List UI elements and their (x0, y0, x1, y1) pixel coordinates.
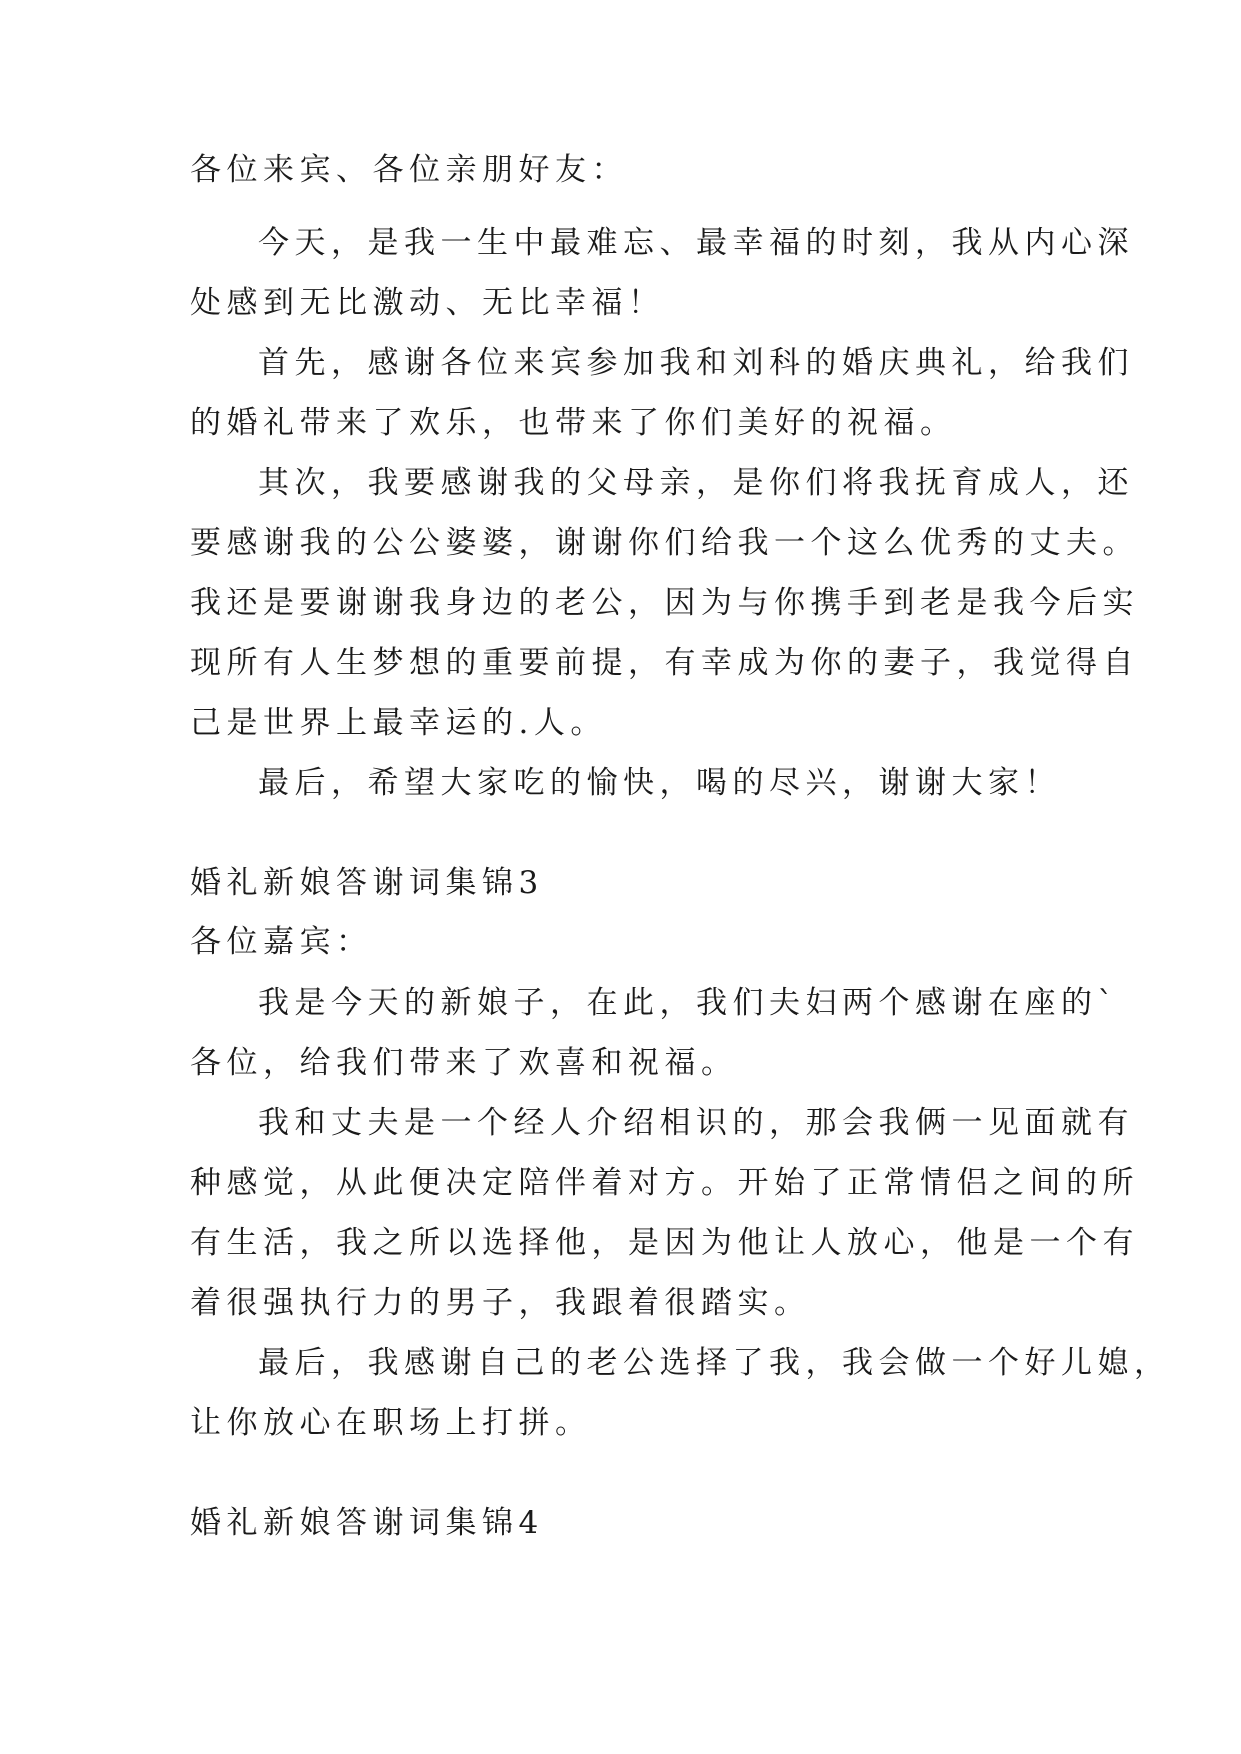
paragraph-line: 要感谢我的公公婆婆，谢谢你们给我一个这么优秀的丈夫。 (190, 525, 1139, 561)
paragraph-line: 最后，我感谢自己的老公选择了我，我会做一个好儿媳， (258, 1345, 1171, 1381)
section-title: 婚礼新娘答谢词集锦3 (190, 865, 544, 901)
paragraph-line: 我和丈夫是一个经人介绍相识的，那会我俩一见面就有 (258, 1105, 1134, 1141)
paragraph-line: 各位，给我们带来了欢喜和祝福。 (190, 1045, 738, 1081)
salutation: 各位来宾、各位亲朋好友： (190, 152, 628, 188)
paragraph-line: 让你放心在职场上打拼。 (190, 1405, 592, 1441)
paragraph-line: 着很强执行力的男子，我跟着很踏实。 (190, 1285, 811, 1321)
paragraph-line: 种感觉，从此便决定陪伴着对方。开始了正常情侣之间的所 (190, 1165, 1139, 1201)
paragraph-line: 现所有人生梦想的重要前提，有幸成为你的妻子，我觉得自 (190, 645, 1139, 681)
paragraph-line: 有生活，我之所以选择他，是因为他让人放心，他是一个有 (190, 1225, 1139, 1261)
paragraph-line: 处感到无比激动、无比幸福！ (190, 285, 665, 321)
paragraph-line: 其次，我要感谢我的父母亲，是你们将我抚育成人，还 (258, 465, 1134, 501)
paragraph-line: 我是今天的新娘子，在此，我们夫妇两个感谢在座的` (258, 985, 1119, 1021)
paragraph-line: 我还是要谢谢我身边的老公，因为与你携手到老是我今后实 (190, 585, 1139, 621)
section-title: 婚礼新娘答谢词集锦4 (190, 1505, 544, 1541)
paragraph-line: 首先，感谢各位来宾参加我和刘科的婚庆典礼，给我们 (258, 345, 1134, 381)
paragraph-line: 的婚礼带来了欢乐，也带来了你们美好的祝福。 (190, 405, 957, 441)
paragraph-line: 己是世界上最幸运的.人。 (190, 705, 607, 741)
paragraph-line: 最后，希望大家吃的愉快，喝的尽兴，谢谢大家！ (258, 765, 1061, 801)
salutation: 各位嘉宾： (190, 924, 373, 960)
paragraph-line: 今天，是我一生中最难忘、最幸福的时刻，我从内心深 (258, 225, 1134, 261)
